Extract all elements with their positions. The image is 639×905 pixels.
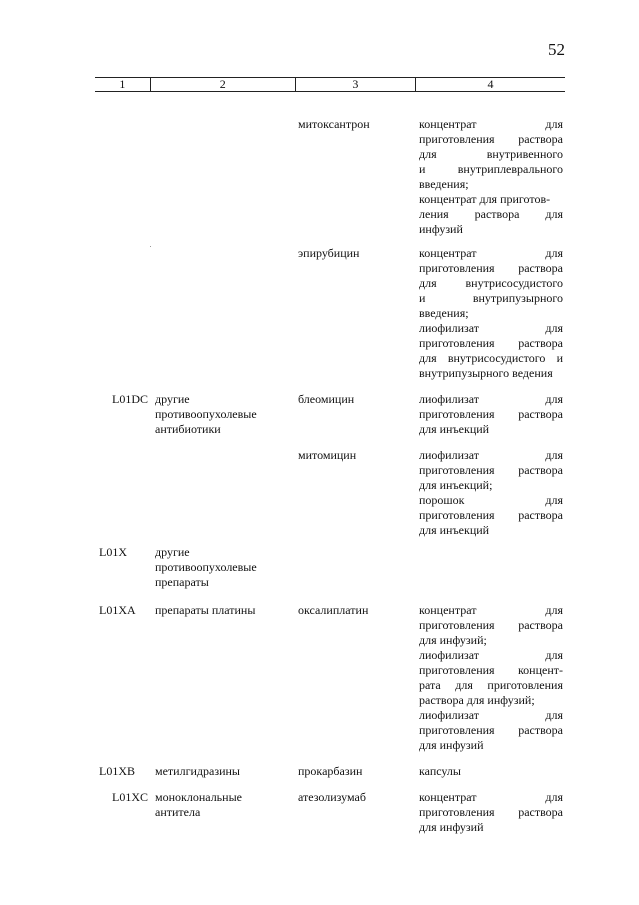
dosage-form-line: приготовления раствора: [419, 805, 563, 819]
group-name-line: моноклональные: [155, 790, 242, 804]
dosage-form-line: приготовления раствора: [419, 132, 563, 146]
scan-speck: [150, 246, 151, 247]
dosage-form-line: для инъекций: [419, 523, 490, 537]
dosage-form-line: концентрат для: [419, 117, 563, 131]
group-name-line: другие: [155, 392, 190, 406]
atc-code: L01X: [99, 545, 127, 559]
drug-name: эпирубицин: [298, 246, 360, 260]
dosage-form-line: приготовления раствора: [419, 618, 563, 632]
atc-code: L01XB: [99, 764, 135, 778]
dosage-form: [419, 246, 563, 381]
drug-name: оксалиплатин: [298, 603, 369, 617]
dosage-form-line: для инъекций;: [419, 478, 493, 492]
group-name: [155, 603, 290, 618]
dosage-form-line: инфузий: [419, 222, 463, 236]
group-name-line: метилгидразины: [155, 764, 240, 778]
group-name: [155, 392, 290, 437]
column-header-3: 3: [295, 78, 415, 92]
dosage-form-line: концентрат для: [419, 246, 563, 260]
dosage-form-line: для внутривенного: [419, 147, 563, 161]
group-name-line: другие: [155, 545, 190, 559]
dosage-form-line: внутрипузырного ведения: [419, 366, 553, 380]
dosage-form: [419, 117, 563, 237]
dosage-form-line: приготовления раствора: [419, 508, 563, 522]
dosage-form: [419, 603, 563, 753]
dosage-form-line: лиофилизат для: [419, 448, 563, 462]
dosage-form-line: введения;: [419, 306, 469, 320]
drug-name: блеомицин: [298, 392, 355, 406]
dosage-form-line: приготовления раствора: [419, 336, 563, 350]
group-name: [155, 764, 290, 779]
dosage-form-line: и внутрипузырного: [419, 291, 563, 305]
dosage-form-line: концентрат для приготов-: [419, 192, 551, 206]
group-name-line: антитела: [155, 805, 201, 819]
dosage-form-line: лиофилизат для: [419, 708, 563, 722]
dosage-form-line: для внутрисосудистого: [419, 276, 563, 290]
dosage-form-line: и внутриплеврального: [419, 162, 563, 176]
dosage-form-line: введения;: [419, 177, 469, 191]
dosage-form-line: приготовления раствора: [419, 723, 563, 737]
dosage-form-line: ления раствора для: [419, 207, 563, 221]
dosage-form: [419, 790, 563, 835]
dosage-form-line: концентрат для: [419, 790, 563, 804]
dosage-form: [419, 392, 563, 437]
dosage-form-line: порошок для: [419, 493, 563, 507]
atc-code: L01XA: [99, 603, 136, 617]
dosage-form-line: для инфузий;: [419, 633, 487, 647]
page-number: 52: [548, 40, 565, 59]
drug-name: атезолизумаб: [298, 790, 366, 804]
dosage-form-line: раствора для инфузий;: [419, 693, 535, 707]
dosage-form-line: лиофилизат для: [419, 648, 563, 662]
dosage-form-line: для инфузий: [419, 738, 484, 752]
drug-name: прокарбазин: [298, 764, 363, 778]
drug-name: митомицин: [298, 448, 357, 462]
dosage-form-line: приготовления концент-: [419, 663, 563, 677]
dosage-form: [419, 448, 563, 538]
group-name-line: антибиотики: [155, 422, 221, 436]
dosage-form-line: лиофилизат для: [419, 392, 563, 406]
column-header-1: 1: [95, 78, 150, 92]
atc-code: L01XC: [112, 790, 148, 804]
dosage-form: [419, 764, 563, 779]
group-name-line: препараты платины: [155, 603, 256, 617]
drug-name: митоксантрон: [298, 117, 370, 131]
dosage-form-line: рата для приготовления: [419, 678, 563, 692]
atc-code: L01DC: [112, 392, 148, 406]
group-name: [155, 545, 290, 590]
dosage-form-line: приготовления раствора: [419, 261, 563, 275]
group-name-line: противоопухолевые: [155, 560, 257, 574]
dosage-form-line: капсулы: [419, 764, 461, 778]
column-header-4: 4: [415, 78, 565, 92]
dosage-form-line: концентрат для: [419, 603, 563, 617]
dosage-form-line: лиофилизат для: [419, 321, 563, 335]
group-name-line: препараты: [155, 575, 209, 589]
group-name: [155, 790, 290, 820]
group-name-line: противоопухолевые: [155, 407, 257, 421]
column-header-2: 2: [150, 78, 295, 92]
dosage-form-line: приготовления раствора: [419, 407, 563, 421]
column-header-row: [95, 77, 565, 92]
dosage-form-line: для инфузий: [419, 820, 484, 834]
dosage-form-line: для внутрисосудистого и: [419, 351, 563, 365]
dosage-form-line: приготовления раствора: [419, 463, 563, 477]
dosage-form-line: для инъекций: [419, 422, 490, 436]
